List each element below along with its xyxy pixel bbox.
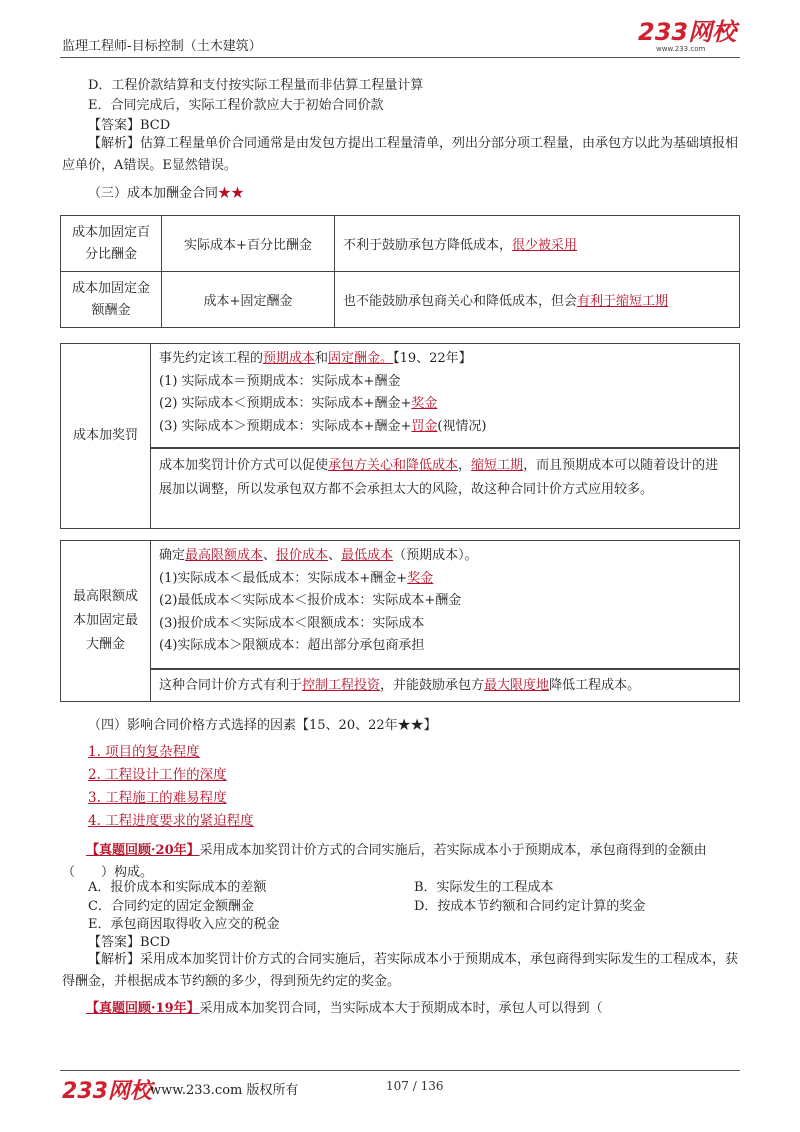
logo-subtext: www.233.com bbox=[656, 45, 706, 53]
rule-2: (2)最低成本＜实际成本＜报价成本：实际成本+酬金 bbox=[159, 593, 462, 608]
box-rules bbox=[151, 348, 739, 438]
page-number: 107 / 136 bbox=[386, 1079, 444, 1093]
max-limit-cost-box bbox=[60, 540, 740, 702]
rule-4: (4)实际成本＞限额成本：超出部分承包商承担 bbox=[159, 638, 425, 653]
analysis: 【解析】采用成本加奖罚计价方式的合同实施后，若实际成本小于预期成本，承包商得到实际发生的工程成本，获得酬金，并根据成本节约额的多少，得到预先约定的奖金。 bbox=[62, 952, 739, 989]
star-rating-icon: ★★ bbox=[397, 718, 424, 733]
contract-type-name: 成本加固定百分比酬金 bbox=[61, 216, 162, 272]
question-tag: 【真题回顾·20年】 bbox=[86, 843, 200, 858]
box-rules bbox=[151, 545, 739, 658]
option-a: A．报价成本和实际成本的差额 bbox=[88, 880, 267, 895]
footer-logo: 233网校 bbox=[62, 1079, 152, 1104]
factor-item: 3. 工程施工的难易程度 bbox=[88, 790, 227, 806]
cost-plus-table bbox=[60, 215, 740, 328]
table-row bbox=[61, 272, 740, 328]
box-explanation: 这种合同计价方式有利于控制工程投资，并能鼓励承包方最大限度地降低工程成本。 bbox=[159, 678, 641, 693]
factor-item: 4. 工程进度要求的紧迫程度 bbox=[88, 813, 254, 829]
intro-line: 事先约定该工程的预期成本和固定酬金。【19、22年】 bbox=[159, 351, 472, 366]
header-rule bbox=[60, 57, 740, 58]
box-explanation: 成本加奖罚计价方式可以促使承包方关心和降低成本，缩短工期，而且预期成本可以随着设计的进展加以调整，所以发承包双方都不会承担太大的风险，故这种合同计价方式应用较多。 bbox=[159, 458, 719, 497]
section-3-heading bbox=[88, 184, 244, 204]
answer: 【答案】BCD bbox=[88, 935, 171, 950]
section-3-title: （三）成本加酬金合同 bbox=[88, 186, 219, 201]
contract-formula: 成本+固定酬金 bbox=[162, 272, 335, 328]
document-header-title: 监理工程师-目标控制（土木建筑） bbox=[62, 39, 262, 54]
question-tag: 【真题回顾·19年】 bbox=[86, 1001, 200, 1016]
intro-line: 确定最高限额成本、报价成本、最低成本（预期成本）。 bbox=[159, 548, 478, 563]
answer: 【答案】BCD bbox=[88, 118, 171, 133]
box-label: 成本加奖罚 bbox=[61, 344, 151, 528]
factor-item: 1. 项目的复杂程度 bbox=[88, 744, 200, 760]
contract-type-name: 成本加固定金额酬金 bbox=[61, 272, 162, 328]
box-divider bbox=[151, 447, 739, 449]
option-b: B．实际发生的工程成本 bbox=[414, 880, 554, 895]
factor-item: 2. 工程设计工作的深度 bbox=[88, 767, 227, 783]
rule-1: (1)实际成本＜最低成本：实际成本+酬金+奖金 bbox=[159, 570, 434, 586]
rule-1: (1) 实际成本＝预期成本：实际成本+酬金 bbox=[159, 373, 401, 389]
option-c: C．合同约定的固定金额酬金 bbox=[88, 899, 254, 914]
rule-3: (3) 实际成本＞预期成本：实际成本+酬金+罚金(视情况) bbox=[159, 418, 487, 434]
cost-plus-incentive-box bbox=[60, 343, 740, 529]
question-stem: 采用成本加奖罚合同，当实际成本大于预期成本时，承包人可以得到（ bbox=[199, 1001, 603, 1016]
note-text: 也不能鼓励承包商关心和降低成本，但会 bbox=[343, 294, 578, 309]
option-e: E．合同完成后，实际工程价款应大于初始合同价款 bbox=[88, 98, 384, 113]
option-e: E．承包商因取得收入应交的税金 bbox=[88, 917, 280, 932]
analysis: 【解析】估算工程量单价合同通常是由发包方提出工程量清单，列出分部分项工程量，由承包方以此为基础填报相应单价，A错误。E显然错误。 bbox=[62, 136, 739, 173]
question-stem: 采用成本加奖罚计价方式的合同实施后，若实际成本小于预期成本，承包商得到的金额由（ ）构成。 bbox=[62, 843, 707, 880]
section-4-title: （四）影响合同价格方式选择的因素【15、20、22年 bbox=[88, 718, 398, 733]
footer-site: www.233.com 版权所有 bbox=[150, 1083, 299, 1098]
note-text: 不利于鼓励承包方降低成本， bbox=[343, 238, 513, 253]
logo-text: 233网校 bbox=[638, 18, 737, 46]
brand-logo bbox=[638, 20, 738, 56]
table-row bbox=[61, 216, 740, 272]
section-4-heading: （四）影响合同价格方式选择的因素【15、20、22年★★】 bbox=[88, 718, 437, 733]
note-highlight: 很少被采用 bbox=[512, 238, 578, 253]
box-label: 最高限额成本加固定最大酬金 bbox=[61, 541, 151, 701]
rule-2: (2) 实际成本＜预期成本：实际成本+酬金+奖金 bbox=[159, 396, 438, 411]
contract-note bbox=[335, 216, 740, 272]
rule-3: (3)报价成本＜实际成本＜限额成本：实际成本 bbox=[159, 615, 425, 631]
star-rating-icon: ★★ bbox=[218, 186, 245, 201]
contract-note bbox=[335, 272, 740, 328]
box-divider bbox=[151, 668, 739, 670]
note-highlight: 有利于缩短工期 bbox=[577, 294, 669, 309]
question-2019 bbox=[62, 998, 738, 1020]
footer-rule bbox=[60, 1070, 740, 1071]
option-d: D．按成本节约额和合同约定计算的奖金 bbox=[414, 899, 646, 914]
option-d: D．工程价款结算和支付按实际工程量而非估算工程量计算 bbox=[88, 78, 424, 93]
contract-formula: 实际成本+百分比酬金 bbox=[162, 216, 335, 272]
